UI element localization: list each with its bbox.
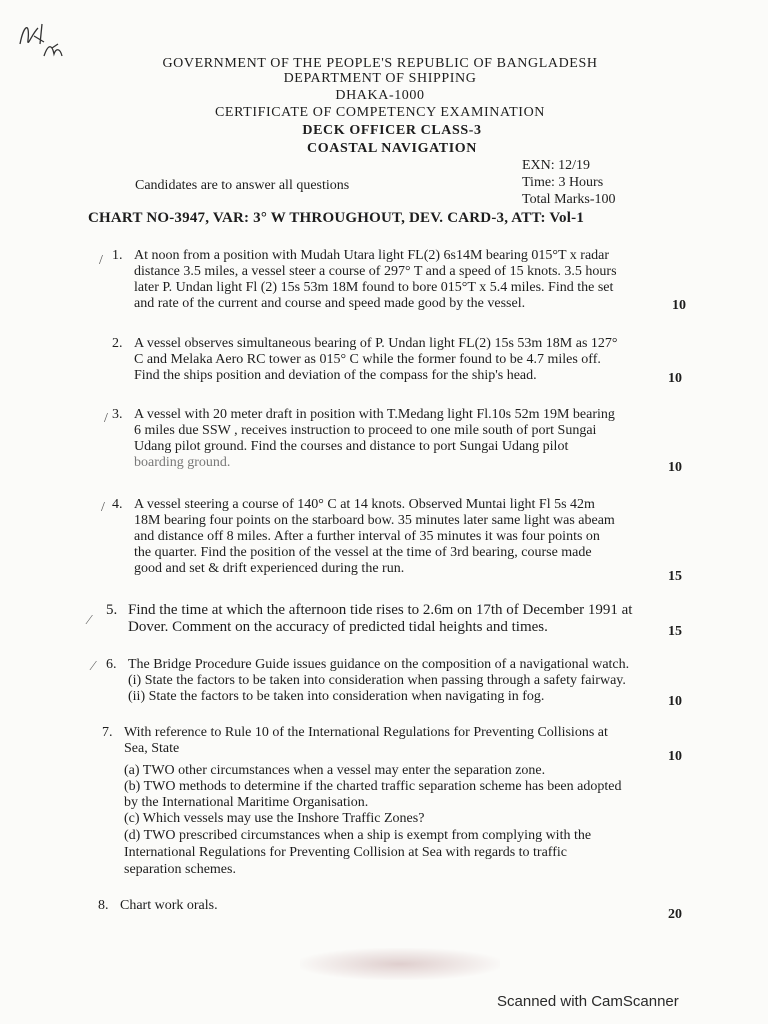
- scanner-watermark: Scanned with CamScanner: [497, 993, 679, 1010]
- scan-smudge: [300, 948, 500, 980]
- header-government: GOVERNMENT OF THE PEOPLE'S REPUBLIC OF BANGLADESH: [162, 56, 598, 71]
- header-department: DEPARTMENT OF SHIPPING: [283, 71, 477, 86]
- question-number: 7.: [102, 725, 113, 740]
- question-7-sub-c: (c) Which vessels may use the Inshore Traffic Zones?: [124, 811, 425, 826]
- pen-tick-mark: /: [99, 253, 103, 268]
- question-number: 6.: [106, 657, 117, 672]
- question-number: 3.: [112, 407, 123, 422]
- question-line: 18M bearing four points on the starboard bow. 35 minutes later same light was abeam: [134, 513, 615, 528]
- question-line: A vessel observes simultaneous bearing of P. Undan light FL(2) 15s 53m 18M as 127°: [134, 336, 618, 351]
- question-7-sub-d: (d) TWO prescribed circumstances when a ship is exempt from complying with the: [124, 828, 592, 843]
- question-line: and distance off 8 miles. After a further interval of 35 minutes it was four points on: [134, 529, 600, 544]
- question-1-marks: 10: [672, 298, 686, 313]
- question-5-marks: 15: [668, 624, 682, 639]
- question-line: At noon from a position with Mudah Utara light FL(2) 6s14M bearing 015°T x radar: [134, 248, 610, 263]
- question-line: Dover. Comment on the accuracy of predicted tidal heights and times.: [128, 619, 548, 635]
- question-4-marks: 15: [668, 569, 682, 584]
- exam-time: Time: 3 Hours: [522, 175, 604, 190]
- exam-total-marks: Total Marks-100: [522, 192, 616, 207]
- question-3-marks: 10: [668, 460, 682, 475]
- question-7-sub-a: (a) TWO other circumstances when a vessel may enter the separation zone.: [124, 763, 546, 778]
- question-line: (ii) State the factors to be taken into consideration when navigating in fog.: [128, 689, 545, 704]
- question-7-sub-d-cont: International Regulations for Preventing Collision at Sea with regards to traffic: [124, 845, 567, 860]
- question-number: 1.: [112, 248, 123, 263]
- question-number: 4.: [112, 497, 123, 512]
- question-7-sub-b: (b) TWO methods to determine if the charted traffic separation scheme has been adopted: [124, 779, 622, 794]
- question-number: 5.: [106, 602, 118, 618]
- exam-number: EXN: 12/19: [522, 158, 591, 173]
- question-line: 6 miles due SSW , receives instruction to proceed to one mile south of port Sungai: [134, 423, 597, 438]
- question-7-sub-d-cont2: separation schemes.: [124, 862, 236, 877]
- header-subject: COASTAL NAVIGATION: [307, 141, 477, 156]
- question-line: good and set & drift experienced during the run.: [134, 561, 405, 576]
- header-class: DECK OFFICER CLASS-3: [302, 123, 482, 138]
- question-line: With reference to Rule 10 of the International Regulations for Preventing Collisions at: [124, 725, 608, 740]
- question-line: later P. Undan light Fl (2) 15s 53m 18M found to bore 015°T x 5.4 miles. Find the set: [134, 280, 614, 295]
- question-line: boarding ground.: [134, 455, 231, 470]
- question-line: the quarter. Find the position of the vessel at the time of 3rd bearing, course made: [134, 545, 592, 560]
- question-number: 2.: [112, 336, 123, 351]
- question-line: A vessel with 20 meter draft in position with T.Medang light Fl.10s 52m 19M bearing: [134, 407, 615, 422]
- question-line: distance 3.5 miles, a vessel steer a course of 297° T and a speed of 15 knots. 3.5 hours: [134, 264, 617, 279]
- pen-tick-mark: /: [101, 500, 105, 515]
- question-line: (i) State the factors to be taken into consideration when passing through a safety fairway.: [128, 673, 626, 688]
- question-line: Sea, State: [124, 741, 180, 756]
- question-number: 8.: [98, 898, 109, 913]
- question-line: Udang pilot ground. Find the courses and distance to port Sungai Udang pilot: [134, 439, 569, 454]
- question-8-marks: 20: [668, 907, 682, 922]
- question-7-marks: 10: [668, 749, 682, 764]
- question-line: and rate of the current and course and speed made good by the vessel.: [134, 296, 526, 311]
- question-line: The Bridge Procedure Guide issues guidance on the composition of a navigational watch.: [128, 657, 630, 672]
- header-city: DHAKA-1000: [335, 88, 425, 103]
- chart-info: CHART NO-3947, VAR: 3° W THROUGHOUT, DEV. CARD-3, ATT: Vol-1: [88, 210, 585, 226]
- question-line: Find the ships position and deviation of the compass for the ship's head.: [134, 368, 537, 383]
- question-line: Chart work orals.: [120, 898, 218, 913]
- pen-tick-mark: /: [104, 411, 108, 426]
- question-line: A vessel steering a course of 140° C at 14 knots. Observed Muntai light Fl 5s 42m: [134, 497, 595, 512]
- pen-tick-mark: ⁄: [92, 659, 95, 674]
- question-2-marks: 10: [668, 371, 682, 386]
- question-7-sub-b-cont: by the International Maritime Organisation.: [124, 795, 369, 810]
- header-certificate: CERTIFICATE OF COMPETENCY EXAMINATION: [214, 105, 545, 120]
- question-line: Find the time at which the afternoon tide rises to 2.6m on 17th of December 1991 at: [128, 602, 633, 618]
- handwritten-signature: [14, 14, 74, 64]
- question-6-marks: 10: [668, 694, 682, 709]
- instruction-text: Candidates are to answer all questions: [135, 178, 350, 193]
- pen-tick-mark: ⁄: [88, 613, 91, 628]
- question-line: C and Melaka Aero RC tower as 015° C while the former found to be 4.7 miles off.: [134, 352, 601, 367]
